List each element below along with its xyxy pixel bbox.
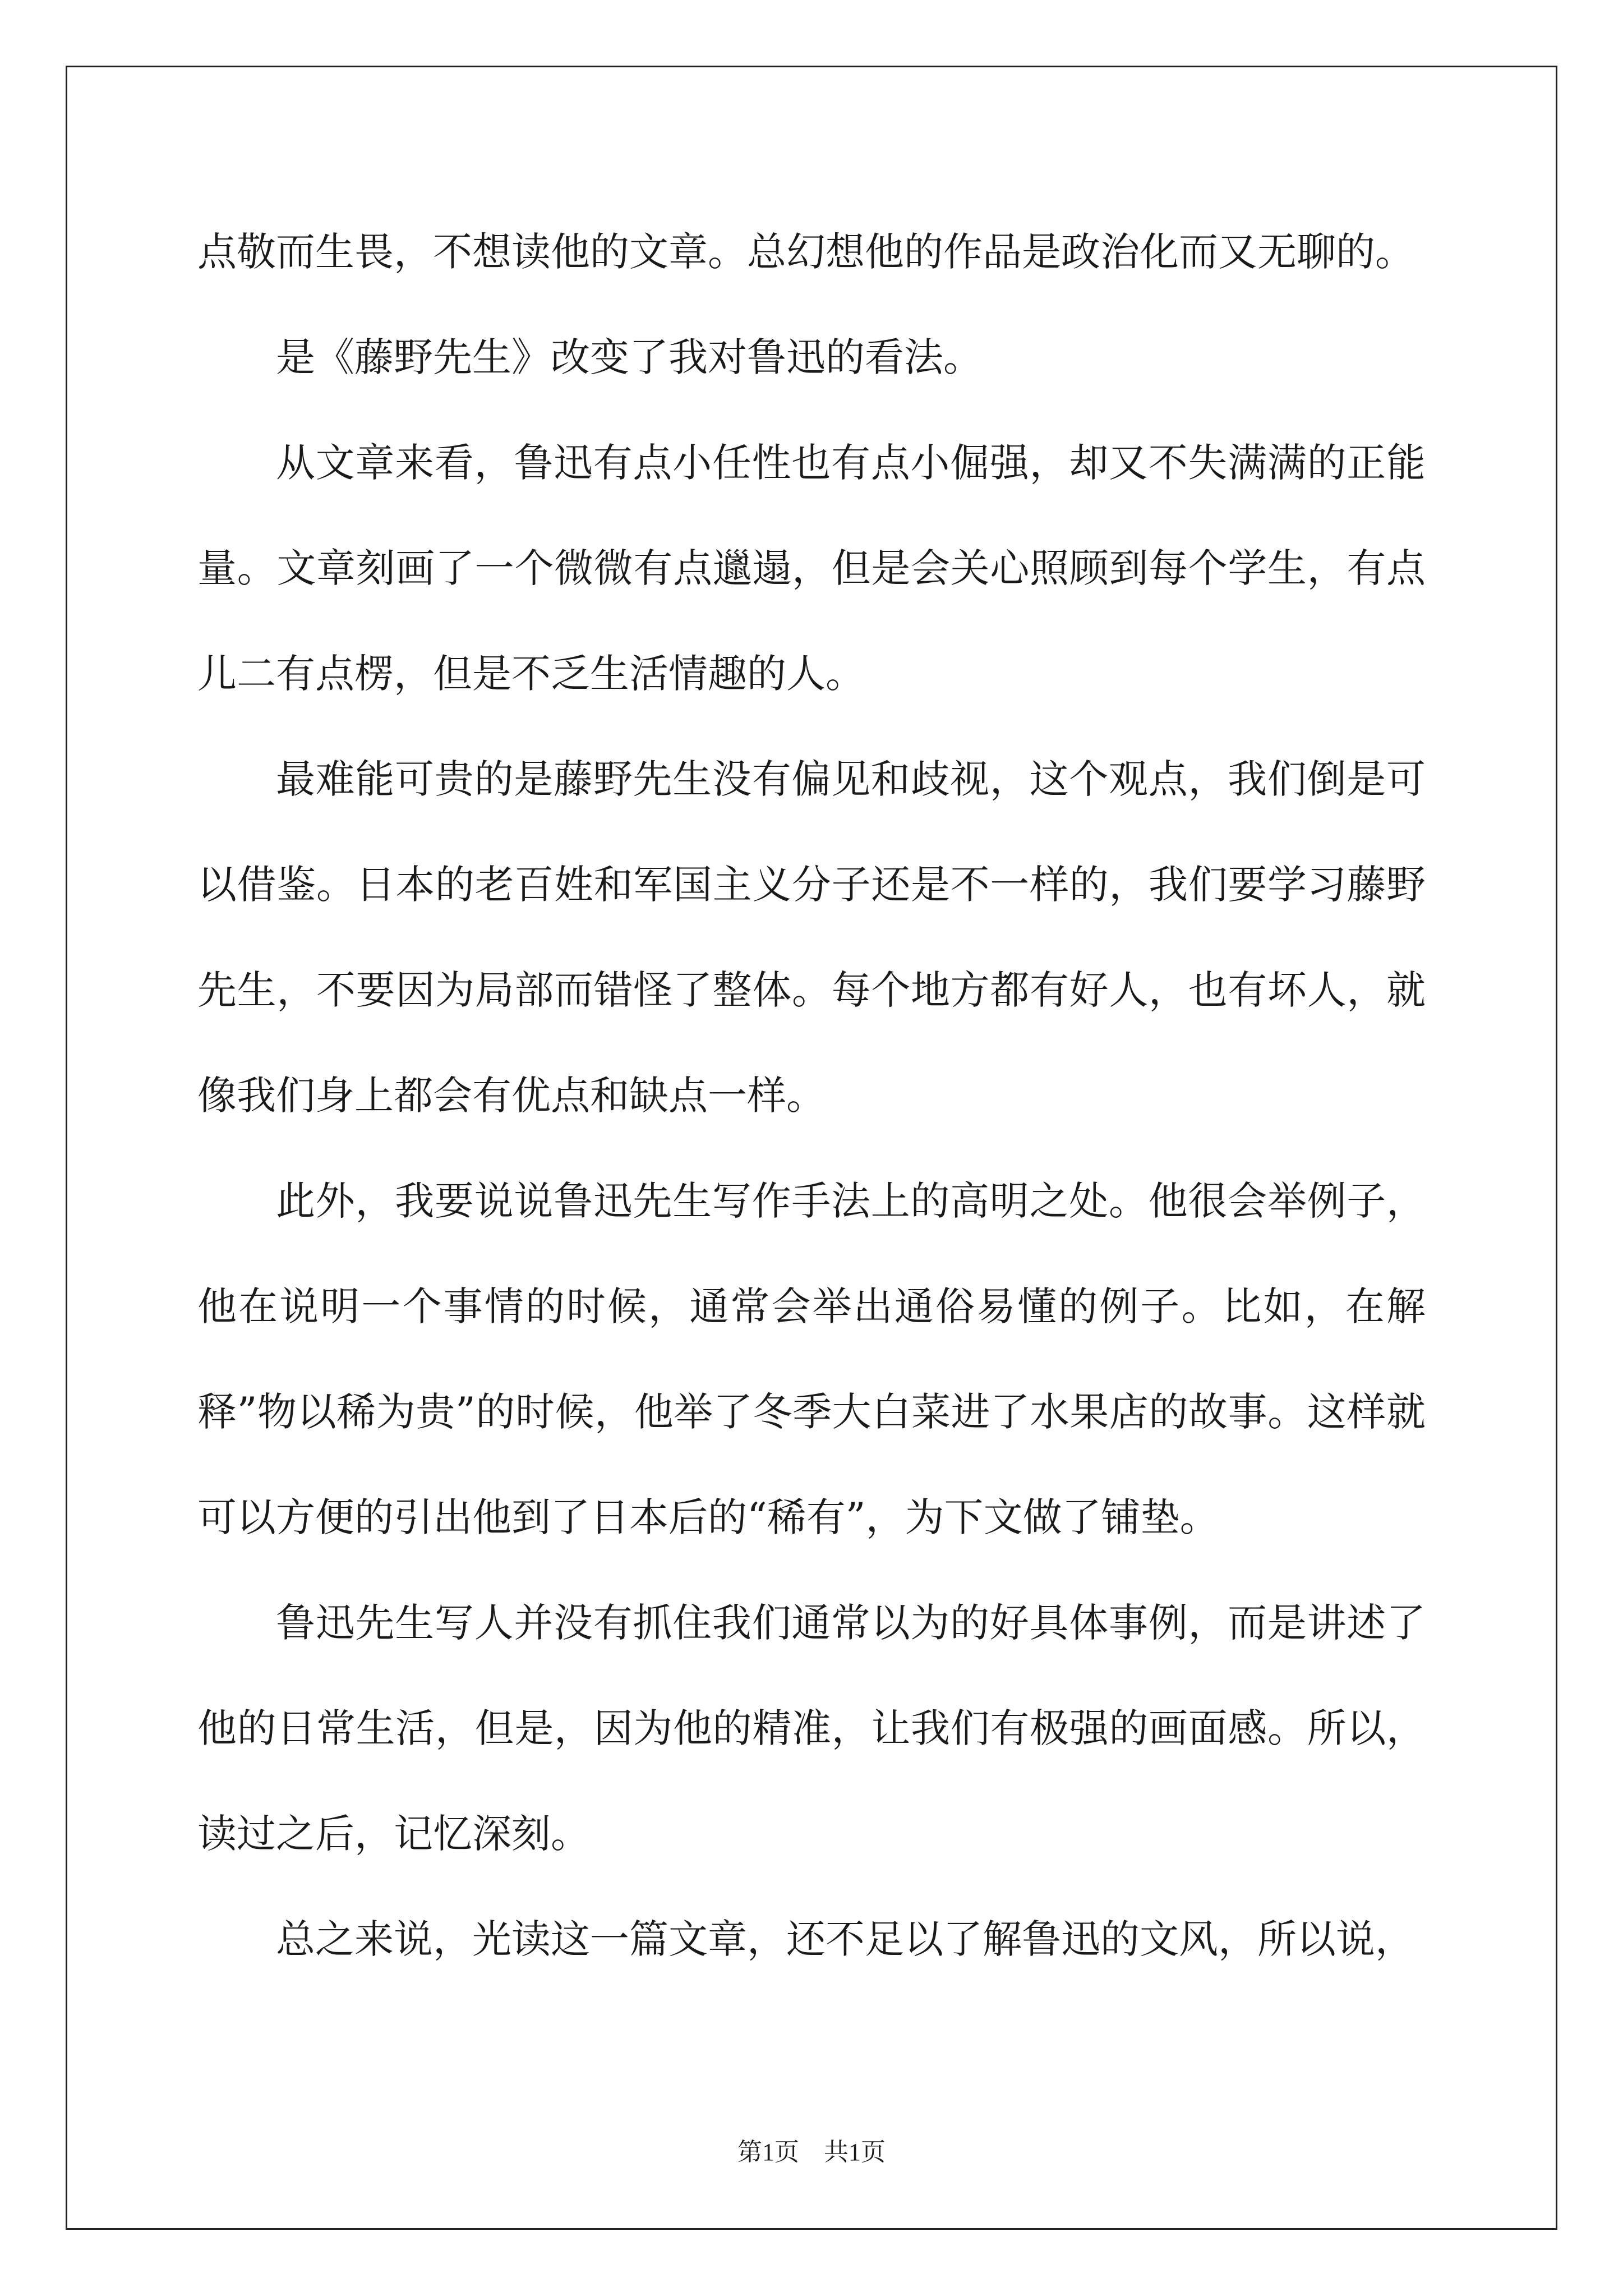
document-body xyxy=(197,199,1426,1992)
paragraph-1: 点敬而生畏，不想读他的文章。总幻想他的作品是政治化而又无聊的。 xyxy=(197,229,1414,275)
page-number-footer: 第1页 共1页 xyxy=(737,2138,886,2166)
paragraph-4: 最难能可贵的是藤野先生没有偏见和歧视，这个观点，我们倒是可以借鉴。日本的老百姓和军国主义分子还是不一样的，我们要学习藤野先生，不要因为局部而错怪了整体。每个地方都有好人，也有坏人，就像我们身上都会有优点和缺点一样。 xyxy=(197,756,1426,1119)
paragraph-6: 鲁迅先生写人并没有抓住我们通常以为的好具体事例，而是讲述了他的日常生活，但是，因为他的精准，让我们有极强的画面感。所以，读过之后，记忆深刻。 xyxy=(197,1600,1426,1857)
paragraph-7: 总之来说，光读这一篇文章，还不足以了解鲁迅的文风，所以说， xyxy=(276,1916,1414,1962)
paragraph-2: 是《藤野先生》改变了我对鲁迅的看法。 xyxy=(276,334,983,380)
paragraph-5: 此外，我要说说鲁迅先生写作手法上的高明之处。他很会举例子，他在说明一个事情的时候，通常会举出通俗易懂的例子。比如，在解释”物以稀为贵”的时候，他举了冬季大白菜进了水果店的故事。这样就可以方便的引出他到了日本后的“稀有”，为下文做了铺垫。 xyxy=(197,1178,1426,1540)
paragraph-3: 从文章来看，鲁迅有点小任性也有点小倔强，却又不失满满的正能量。文章刻画了一个微微有点邋遢，但是会关心照顾到每个学生，有点儿二有点楞，但是不乏生活情趣的人。 xyxy=(197,440,1426,697)
